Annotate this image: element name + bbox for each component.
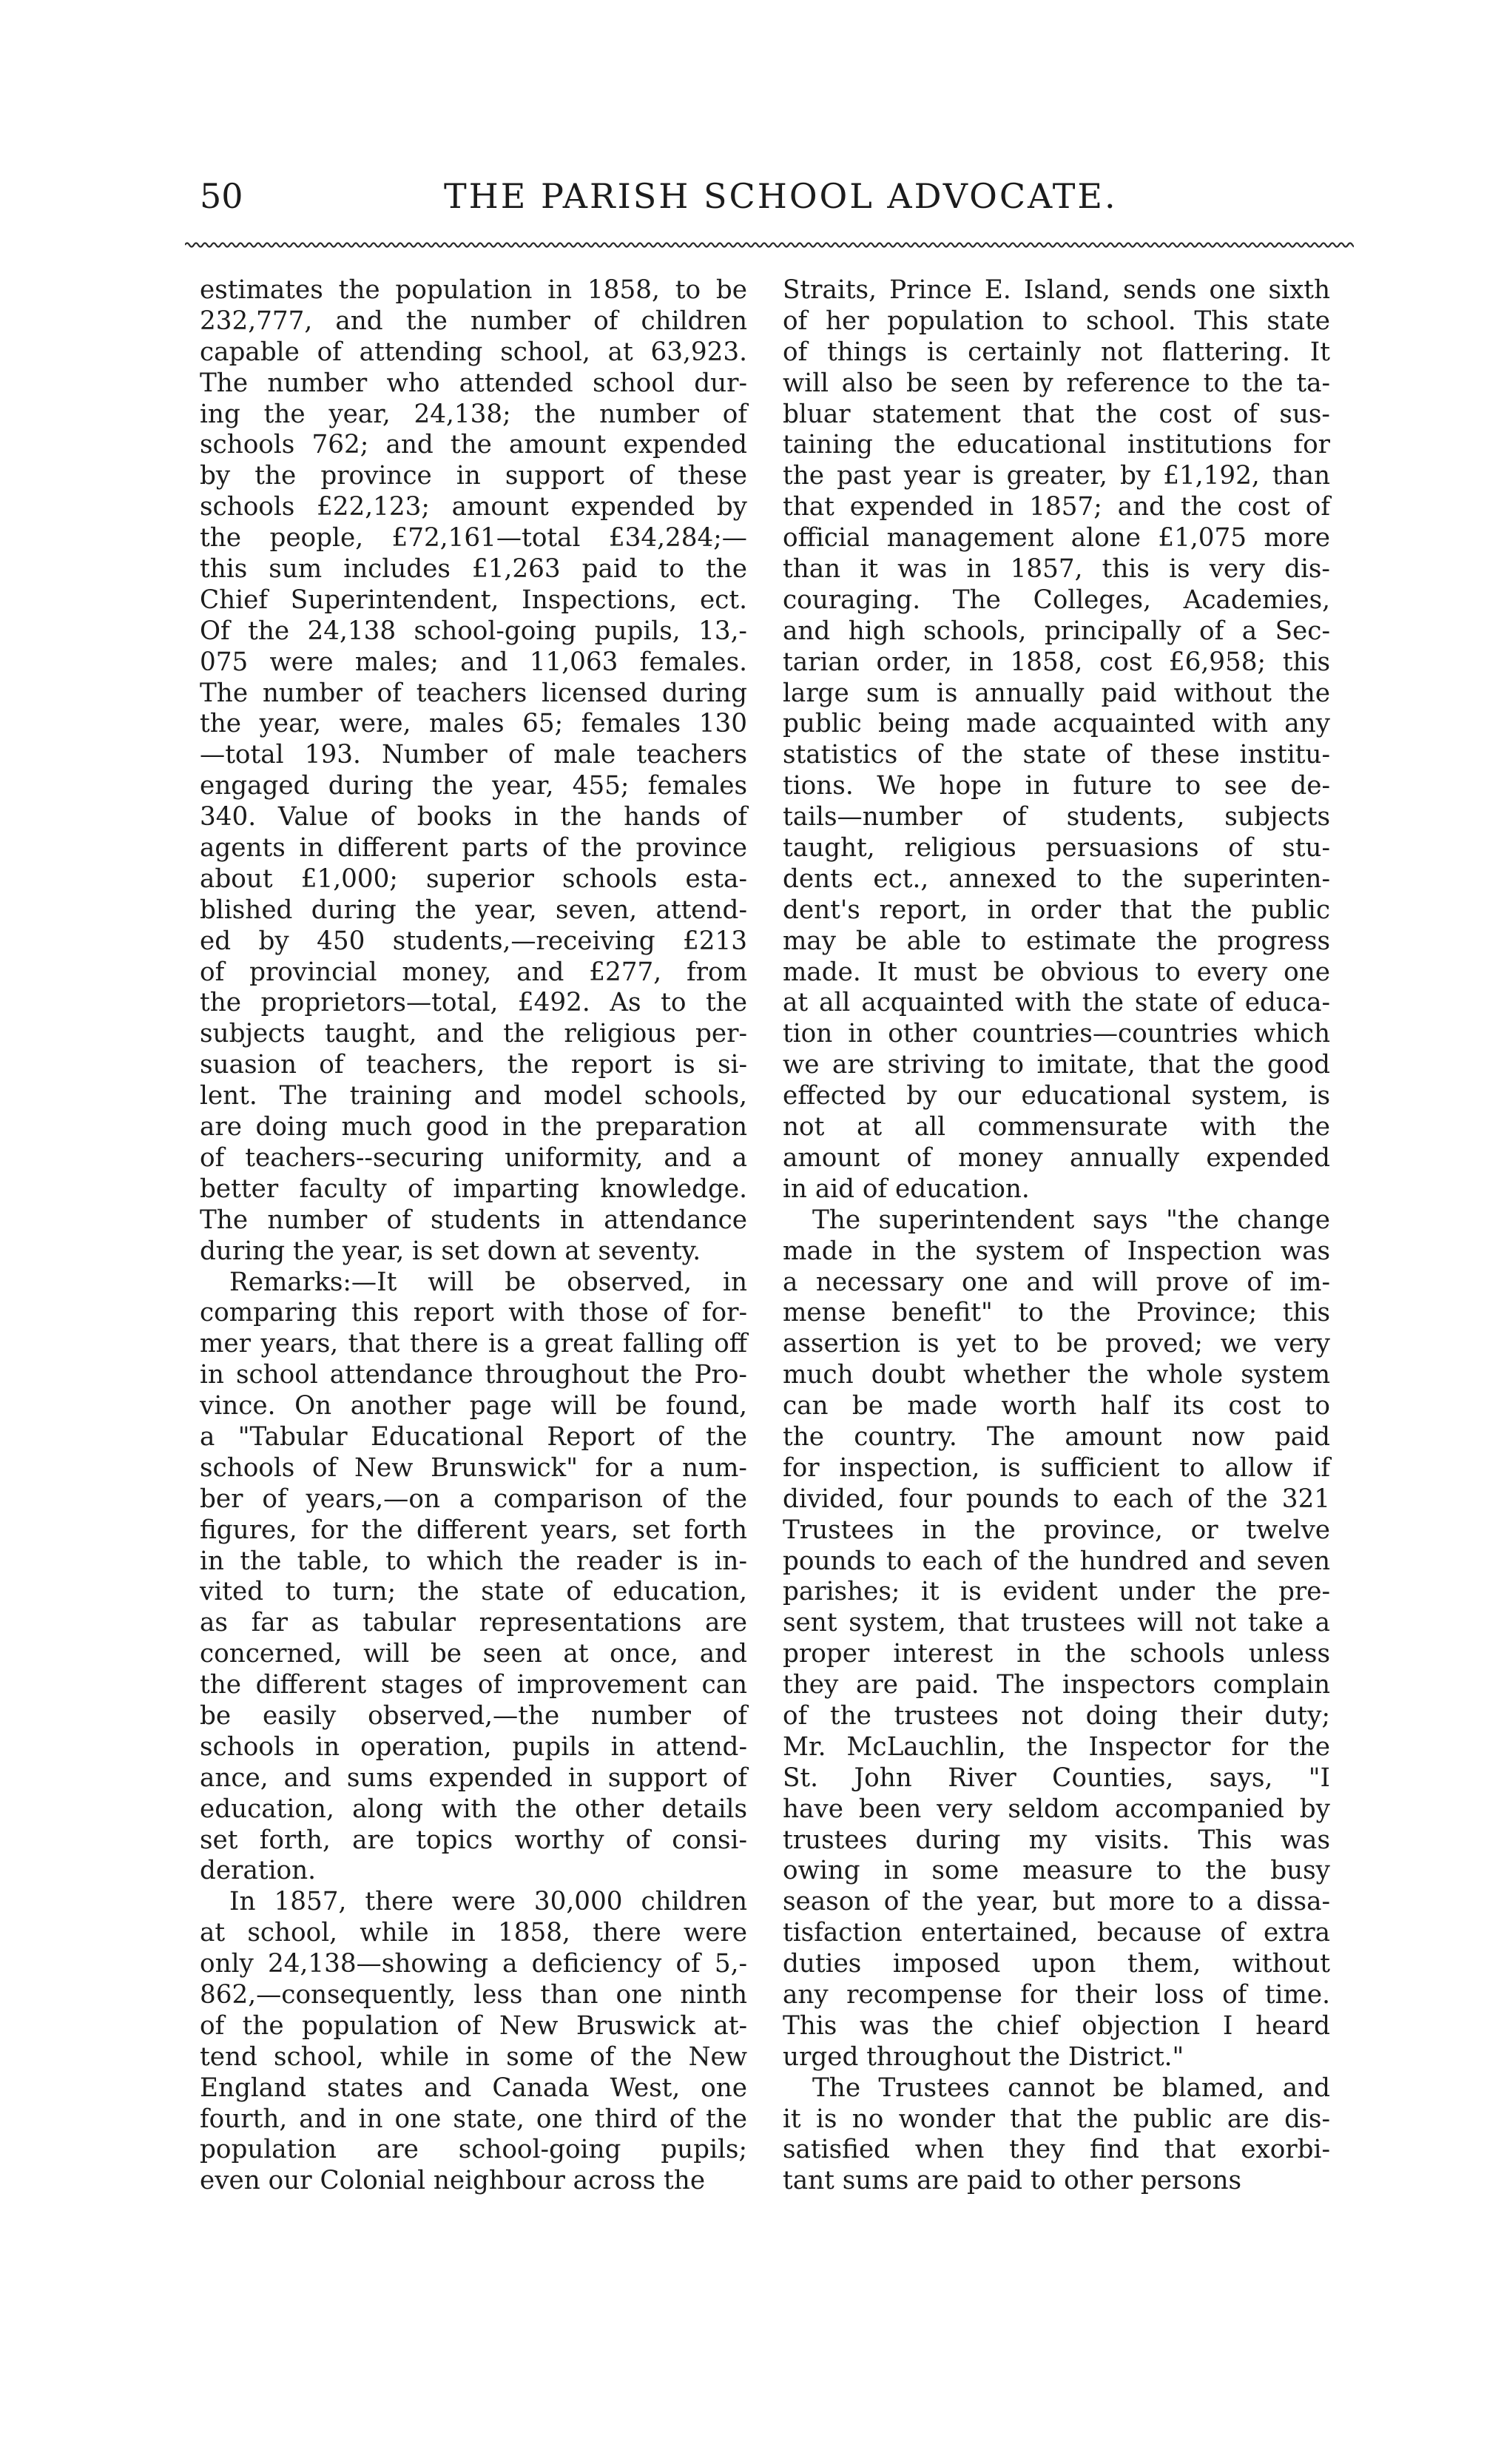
text-line: of the population of New Bruswick at- xyxy=(200,2010,747,2041)
text-line: dent's report, in order that the public xyxy=(783,895,1330,925)
text-line: duties imposed upon them, without xyxy=(783,1949,1330,1979)
text-line: a necessary one and will prove of im- xyxy=(783,1267,1330,1297)
text-line: by the province in support of these xyxy=(200,461,747,491)
text-line: only 24,138—showing a deficiency of 5,- xyxy=(200,1949,747,1979)
text-line: of the trustees not doing their duty; xyxy=(783,1700,1330,1731)
text-line: the country. The amount now paid xyxy=(783,1421,1330,1452)
text-line: taught, religious persuasions of stu- xyxy=(783,833,1330,864)
text-line: figures, for the different years, set forth xyxy=(200,1515,747,1545)
text-line: the year, were, males 65; females 130 xyxy=(200,709,747,739)
header-wavy-rule xyxy=(185,238,1354,252)
text-line: are doing much good in the preparation xyxy=(200,1112,747,1142)
text-line: estimates the population in 1858, to be xyxy=(200,275,747,305)
text-line: This was the chief objection I heard xyxy=(783,2010,1330,2041)
page-header xyxy=(200,170,1354,222)
text-line: tarian order, in 1858, cost £6,958; this xyxy=(783,647,1330,677)
text-line: tend school, while in some of the New xyxy=(200,2041,747,2072)
text-line: that expended in 1857; and the cost of xyxy=(783,492,1330,522)
text-line: set forth, are topics worthy of consi- xyxy=(200,1825,747,1855)
text-line: tions. We hope in future to see de- xyxy=(783,771,1330,801)
text-line: suasion of teachers, the report is si- xyxy=(200,1050,747,1080)
text-line: Straits, Prince E. Island, sends one sixth xyxy=(783,275,1330,305)
text-line: parishes; it is evident under the pre- xyxy=(783,1577,1330,1607)
text-line: vited to turn; the state of education, xyxy=(200,1577,747,1607)
text-line: will also be seen by reference to the ta- xyxy=(783,368,1330,398)
text-line: vince. On another page will be found, xyxy=(200,1391,747,1421)
right-column xyxy=(783,275,1330,2197)
text-line: tails—number of students, subjects xyxy=(783,802,1330,832)
text-line: satisfied when they find that exorbi- xyxy=(783,2135,1330,2165)
text-line: fourth, and in one state, one third of the xyxy=(200,2104,747,2134)
text-line: 862,—consequently, less than one ninth xyxy=(200,1979,747,2010)
text-line: owing in some measure to the busy xyxy=(783,1856,1330,1886)
text-line: The number who attended school dur- xyxy=(200,368,747,398)
text-line: capable of attending school, at 63,923. xyxy=(200,337,747,367)
text-line: The superintendent says "the change xyxy=(812,1205,1330,1235)
text-line: it is no wonder that the public are dis- xyxy=(783,2104,1330,2134)
text-line: ed by 450 students,—receiving £213 xyxy=(200,926,747,956)
text-line: of teachers--securing uniformity, and a xyxy=(200,1142,747,1173)
text-line: The number of teachers licensed during xyxy=(200,678,747,708)
text-line: blished during the year, seven, attend- xyxy=(200,895,747,925)
text-line: a "Tabular Educational Report of the xyxy=(200,1421,747,1452)
text-line: mer years, that there is a great falling off xyxy=(200,1329,747,1359)
text-line: may be able to estimate the progress xyxy=(783,926,1330,956)
text-line: amount of money annually expended xyxy=(783,1142,1330,1173)
text-line: Of the 24,138 school-going pupils, 13,- xyxy=(200,616,747,646)
text-line: not at all commensurate with the xyxy=(783,1112,1330,1142)
text-line: Remarks:—It will be observed, in xyxy=(229,1267,747,1297)
text-line: England states and Canada West, one xyxy=(200,2073,747,2103)
text-line: The number of students in attendance xyxy=(200,1205,747,1235)
text-line: they are paid. The inspectors complain xyxy=(783,1670,1330,1700)
text-line: schools of New Brunswick" for a num- xyxy=(200,1453,747,1483)
text-line: concerned, will be seen at once, and xyxy=(200,1639,747,1669)
text-line: —total 193. Number of male teachers xyxy=(200,740,747,770)
text-line: even our Colonial neighbour across the xyxy=(200,2166,706,2196)
text-line: of her population to school. This state xyxy=(783,306,1330,336)
text-line: proper interest in the schools unless xyxy=(783,1639,1330,1669)
text-line: we are striving to imitate, that the good xyxy=(783,1050,1330,1080)
text-line: the past year is greater, by £1,192, than xyxy=(783,461,1330,491)
text-line: Trustees in the province, or twelve xyxy=(783,1515,1330,1545)
text-line: than it was in 1857, this is very dis- xyxy=(783,554,1330,585)
text-line: comparing this report with those of for- xyxy=(200,1298,747,1328)
text-line: much doubt whether the whole system xyxy=(783,1360,1330,1390)
text-line: 340. Value of books in the hands of xyxy=(200,802,747,832)
text-line: urged throughout the District." xyxy=(783,2041,1184,2072)
text-line: public being made acquainted with any xyxy=(783,709,1330,739)
text-line: 232,777, and the number of children xyxy=(200,306,747,336)
text-line: as far as tabular representations are xyxy=(200,1608,747,1638)
text-line: be easily observed,—the number of xyxy=(200,1700,747,1731)
text-line: this sum includes £1,263 paid to the xyxy=(200,554,747,585)
page-number: 50 xyxy=(200,176,243,216)
text-line: tant sums are paid to other persons xyxy=(783,2166,1242,2196)
text-line: and high schools, principally of a Sec- xyxy=(783,616,1330,646)
text-line: In 1857, there were 30,000 children xyxy=(229,1887,747,1917)
text-line: in school attendance throughout the Pro- xyxy=(200,1360,747,1390)
text-line: lent. The training and model schools, xyxy=(200,1081,747,1111)
text-line: effected by our educational system, is xyxy=(783,1081,1330,1111)
text-line: agents in different parts of the province xyxy=(200,833,747,864)
text-line: engaged during the year, 455; females xyxy=(200,771,747,801)
text-line: official management alone £1,075 more xyxy=(783,523,1330,553)
text-line: Mr. McLauchlin, the Inspector for the xyxy=(783,1731,1330,1762)
text-line: schools in operation, pupils in attend- xyxy=(200,1731,747,1762)
text-line: taining the educational institutions for xyxy=(783,430,1330,460)
text-line: tisfaction entertained, because of extra xyxy=(783,1918,1330,1948)
text-line: made. It must be obvious to every one xyxy=(783,957,1330,987)
text-line: dents ect., annexed to the superinten- xyxy=(783,864,1330,894)
text-line: at all acquainted with the state of educa- xyxy=(783,988,1330,1018)
text-line: in aid of education. xyxy=(783,1174,1030,1204)
text-line: better faculty of imparting knowledge. xyxy=(200,1174,747,1204)
text-line: ber of years,—on a comparison of the xyxy=(200,1484,747,1514)
text-line: for inspection, is sufficient to allow if xyxy=(783,1453,1330,1483)
text-line: The Trustees cannot be blamed, and xyxy=(812,2073,1330,2103)
text-line: ance, and sums expended in support of xyxy=(200,1763,747,1793)
text-line: statistics of the state of these institu- xyxy=(783,740,1330,770)
text-line: the people, £72,161—total £34,284;— xyxy=(200,523,747,553)
text-line: schools 762; and the amount expended xyxy=(200,430,747,460)
text-line: sent system, that trustees will not take a xyxy=(783,1608,1330,1638)
running-title: THE PARISH SCHOOL ADVOCATE. xyxy=(444,176,1118,216)
text-line: large sum is annually paid without the xyxy=(783,678,1330,708)
text-line: pounds to each of the hundred and seven xyxy=(783,1546,1330,1576)
text-line: have been very seldom accompanied by xyxy=(783,1794,1330,1824)
left-column xyxy=(200,275,747,2197)
text-line: schools £22,123; amount expended by xyxy=(200,492,747,522)
text-line: 075 were males; and 11,063 females. xyxy=(200,647,747,677)
text-line: couraging. The Colleges, Academies, xyxy=(783,585,1330,615)
text-line: St. John River Counties, says, "I xyxy=(783,1763,1330,1793)
text-line: in the table, to which the reader is in- xyxy=(200,1546,747,1576)
text-line: subjects taught, and the religious per- xyxy=(200,1019,747,1049)
text-line: deration. xyxy=(200,1856,316,1886)
text-line: ing the year, 24,138; the number of xyxy=(200,399,747,429)
text-line: can be made worth half its cost to xyxy=(783,1391,1330,1421)
text-line: about £1,000; superior schools esta- xyxy=(200,864,747,894)
text-line: Chief Superintendent, Inspections, ect. xyxy=(200,585,747,615)
text-line: the different stages of improvement can xyxy=(200,1670,747,1700)
text-line: at school, while in 1858, there were xyxy=(200,1918,747,1948)
text-line: any recompense for their loss of time. xyxy=(783,1979,1330,2010)
text-line: education, along with the other details xyxy=(200,1794,747,1824)
text-line: population are school-going pupils; xyxy=(200,2135,747,2165)
text-line: season of the year, but more to a dissa- xyxy=(783,1887,1330,1917)
text-line: trustees during my visits. This was xyxy=(783,1825,1330,1855)
text-line: during the year, is set down at seventy. xyxy=(200,1236,701,1266)
text-line: mense benefit" to the Province; this xyxy=(783,1298,1330,1328)
text-line: of things is certainly not flattering. It xyxy=(783,337,1330,367)
text-line: divided, four pounds to each of the 321 xyxy=(783,1484,1330,1514)
text-line: assertion is yet to be proved; we very xyxy=(783,1329,1330,1359)
text-line: the proprietors—total, £492. As to the xyxy=(200,988,747,1018)
text-line: made in the system of Inspection was xyxy=(783,1236,1330,1266)
text-line: of provincial money, and £277, from xyxy=(200,957,747,987)
text-line: tion in other countries—countries which xyxy=(783,1019,1330,1049)
text-line: bluar statement that the cost of sus- xyxy=(783,399,1330,429)
